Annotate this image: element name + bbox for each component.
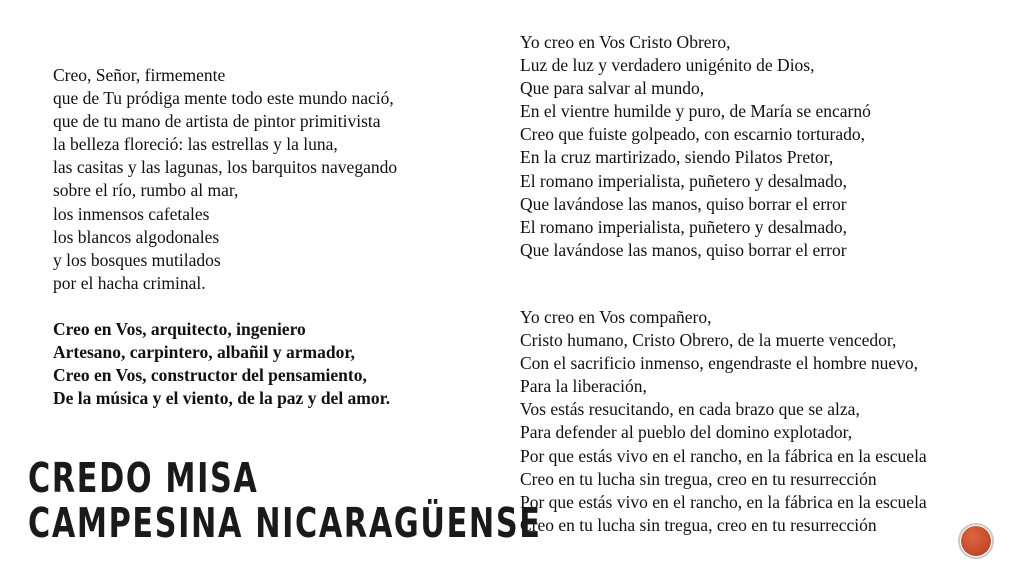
verse-line: la belleza floreció: las estrellas y la luna, (53, 134, 338, 155)
verse-line: sobre el río, rumbo al mar, (53, 180, 239, 201)
left-stanza-1 (53, 64, 493, 295)
left-stanza-2 (53, 318, 493, 410)
verse-line: Creo en tu lucha sin tregua, creo en tu resurrección (520, 468, 877, 489)
slide-number-badge (958, 523, 994, 559)
verse-line: Con el sacrificio inmenso, engendraste el hombre nuevo, (520, 353, 919, 374)
verse-line: que de tu mano de artista de pintor primitivista (53, 111, 381, 132)
verse-line: El romano imperialista, puñetero y desalmado, (520, 170, 848, 191)
verse-line: Creo en tu lucha sin tregua, creo en tu resurrección (520, 514, 877, 535)
right-stanza-1 (520, 31, 1020, 262)
verse-line: las casitas y las lagunas, los barquitos navegando (53, 157, 398, 178)
verse-line: Por que estás vivo en el rancho, en la fábrica en la escuela (520, 445, 927, 466)
verse-line: Para defender al pueblo del domino explotador, (520, 422, 853, 443)
verse-line: Luz de luz y verdadero unigénito de Dios, (520, 55, 815, 76)
verse-line: Para la liberación, (520, 376, 647, 397)
verse-line: Vos estás resucitando, en cada brazo que se alza, (520, 399, 860, 420)
verse-line: y los bosques mutilados (53, 249, 221, 270)
verse-line: Por que estás vivo en el rancho, en la fábrica en la escuela (520, 491, 927, 512)
verse-line: que de Tu pródiga mente todo este mundo nació, (53, 88, 394, 109)
verse-line: los inmensos cafetales (53, 203, 210, 224)
verse-line: Que lavándose las manos, quiso borrar el error (520, 239, 847, 260)
verse-line: En la cruz martirizado, siendo Pilatos Pretor, (520, 147, 834, 168)
verse-line: Que lavándose las manos, quiso borrar el error (520, 193, 847, 214)
verse-line: El romano imperialista, puñetero y desalmado, (520, 216, 848, 237)
verse-line: Creo en Vos, arquitecto, ingeniero (53, 318, 306, 339)
verse-line: Yo creo en Vos Cristo Obrero, (520, 32, 731, 52)
verse-line: En el vientre humilde y puro, de María se encarnó (520, 101, 871, 122)
left-column (53, 64, 493, 410)
verse-line: Creo, Señor, firmemente (53, 65, 226, 85)
verse-line: Creo en Vos, constructor del pensamiento, (53, 365, 367, 386)
slide-title-line-2: CAMPESINA NICARAGÜENSE (28, 499, 542, 547)
verse-line: los blancos algodonales (53, 226, 220, 247)
verse-line: De la música y el viento, de la paz y del amor. (53, 388, 391, 409)
badge-circle-icon (961, 526, 991, 556)
slide-title-line-1: CREDO MISA (28, 454, 259, 502)
verse-line: por el hacha criminal. (53, 272, 206, 293)
right-stanza-2 (520, 306, 1020, 537)
verse-line: Artesano, carpintero, albañil y armador, (53, 342, 355, 363)
slide-title (28, 456, 542, 546)
verse-line: Creo que fuiste golpeado, con escarnio torturado, (520, 124, 866, 145)
stanza-gap (53, 295, 493, 318)
verse-line: Que para salvar al mundo, (520, 78, 705, 99)
verse-line: Cristo humano, Cristo Obrero, de la muerte vencedor, (520, 330, 897, 351)
verse-line: Yo creo en Vos compañero, (520, 307, 712, 327)
